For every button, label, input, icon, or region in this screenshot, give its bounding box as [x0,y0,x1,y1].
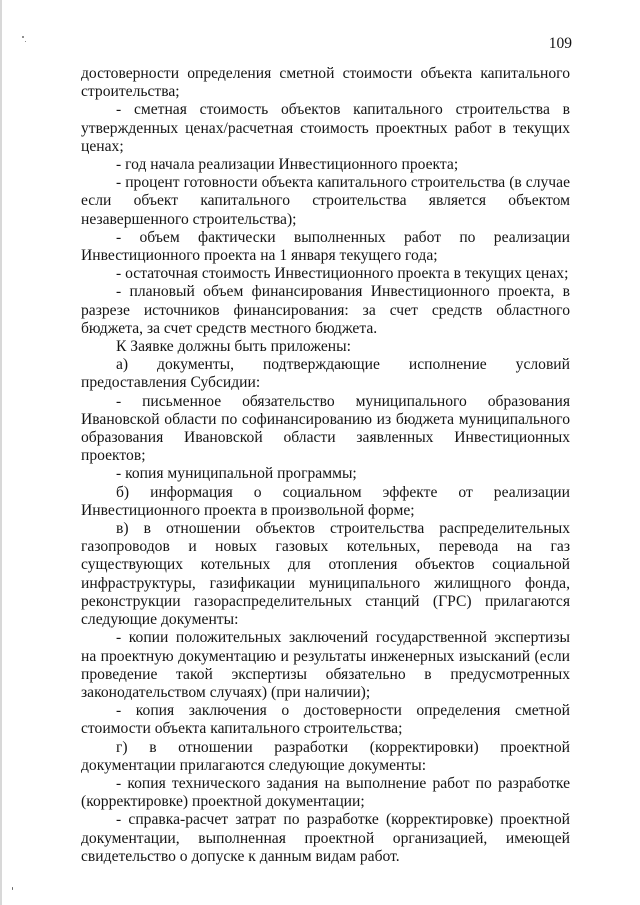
paragraph: - плановый объем финансирования Инвестиционного проекта, в разрезе источников финансирования: за счет средств областного бюджета, за счет средств местного бюджета. [81,283,570,337]
paragraph: - копия технического задания на выполнение работ по разработке (корректировке) проектной документации; [81,774,570,811]
paragraph: - год начала реализации Инвестиционного проекта; [116,156,459,174]
paragraph: - справка-расчет затрат по разработке (корректировке) проектной документации, выполненная проектной организацией, имеющей свидетельство о допуске к данным видам работ. [81,811,570,865]
paragraph: К Заявке должны быть приложены: [116,338,351,356]
paragraph: - остаточная стоимость Инвестиционного проекта в текущих ценах; [116,265,569,283]
document-body [81,65,570,866]
paragraph: г) в отношении разработки (корректировки) проектной документации прилагаются следующие документы: [81,738,570,774]
paragraph: - сметная стоимость объектов капитального строительства в утвержденных ценах/расчетная стоимость проектных работ в текущих ценах; [81,101,570,155]
scan-edge-line [0,0,2,905]
scan-speck [22,36,24,38]
paragraph: достоверности определения сметной стоимости объекта капитального строительства; [81,65,570,101]
paragraph: - объем фактически выполненных работ по реализации Инвестиционного проекта на 1 января текущего года; [81,228,570,265]
paragraph: б) информация о социальном эффекте от реализации Инвестиционного проекта в произвольной форме; [81,483,570,519]
page-number: 109 [548,35,572,52]
paragraph: - копия заключения о достоверности определения сметной стоимости объекта капитального строительства; [81,702,570,738]
scan-speck [12,887,13,890]
paragraph: - копия муниципальной программы; [116,465,357,483]
paragraph: а) документы, подтверждающие исполнение условий предоставления Субсидии: [81,356,570,392]
paragraph: - копии положительных заключений государственной экспертизы на проектную документацию и результаты инженерных изысканий (если проведение такой экспертизы обязательно в предусмотренных законодательством случаях) (при наличии); [81,629,570,701]
paragraph: в) в отношении объектов строительства распределительных газопроводов и новых газовых котельных, перевода на газ существующих котельных для отопления объектов социальной инфраструктуры, газификации муниципального жилищного фонда, реконструкции газораспределительных станций (ГРС) прилагаются следующие документы: [81,520,570,629]
paragraph: - письменное обязательство муниципального образования Ивановской области по софинансированию из бюджета муниципального образования Ивановской области заявленных Инвестиционных проектов; [81,392,570,465]
scan-speck [25,41,26,42]
paragraph: - процент готовности объекта капитального строительства (в случае если объект капитального строительства является объектом незавершенного строительства); [81,174,570,228]
